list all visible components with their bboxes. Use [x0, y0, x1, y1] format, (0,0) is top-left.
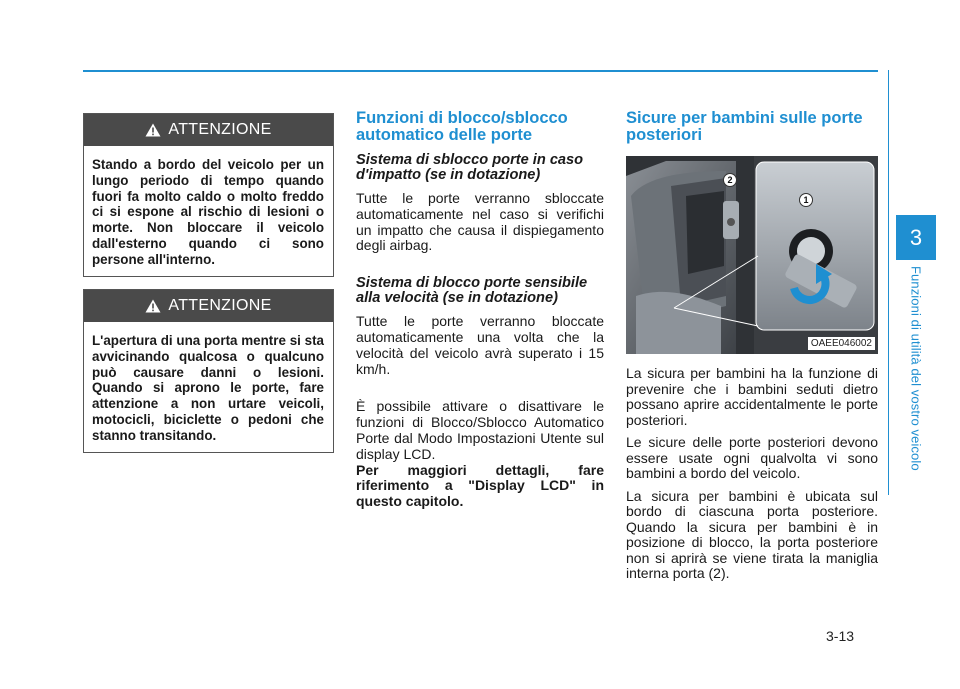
- child-lock-illustration: [626, 156, 878, 354]
- impact-text: Tutte le porte verranno sbloccate automaticamente nel caso si verifichi un impatto che causa il dispiegamento degli airbag.: [356, 190, 604, 254]
- speed-subtitle: Sistema di blocco porte sensibile alla velocità (se in dotazione): [356, 275, 588, 307]
- child-lock-paragraph: La sicura per bambini è ubicata sul bordo di ciascuna porta posteriore. Quando la sicura per bambini è in posizione di blocco, la porta posteriore non si aprirà se viene tirata la maniglia interna porta (2).: [626, 487, 878, 581]
- warning-box-1: [83, 113, 334, 277]
- warning-heading: ATTENZIONE: [168, 297, 272, 314]
- section-title: Sicure per bambini sulle porte posteriori: [626, 109, 863, 144]
- warning-text: Stando a bordo del veicolo per un lungo periodo di tempo quando fuori fa molto caldo o molto freddo ci si espone al rischio di lesioni o morte. Non bloccare il veicolo dall'esterno quando ci sono persone all'interno.: [92, 157, 324, 267]
- callout-1: 1: [799, 193, 813, 207]
- child-lock-paragraph: La sicura per bambini ha la funzione di prevenire che i bambini seduti dietro possano aprire accidentalmente le porte posteriori.: [626, 365, 878, 428]
- chapter-number-tab: 3: [896, 215, 936, 260]
- section-title: Funzioni di blocco/sblocco automatico delle porte: [356, 109, 568, 144]
- page-number: 3-13: [826, 628, 855, 644]
- warning-triangle-icon: [145, 123, 161, 137]
- top-rule: [83, 70, 878, 72]
- warning-header: [84, 114, 333, 146]
- reference-text: Per maggiori dettagli, fare riferimento a "Display LCD" in questo capitolo.: [356, 461, 604, 510]
- settings-text: È possibile attivare o disattivare le funzioni di Blocco/Sblocco Automatico Porte dal Modo Impostazioni Utente sul display LCD.: [356, 398, 604, 462]
- side-rule: [888, 70, 889, 495]
- warning-text: L'apertura di una porta mentre si sta avvicinando qualcosa o qualcuno può causare danni o lesioni. Quando si aprono le porte, fare attenzione a non urtare veicoli, motocicli, biciclette o pedoni che stanno transitando.: [92, 333, 324, 443]
- warning-heading: ATTENZIONE: [168, 121, 272, 138]
- child-lock-section: [626, 110, 878, 589]
- speed-text: Tutte le porte verranno bloccate automaticamente una volta che la velocità del veicolo avrà superato i 15 km/h.: [356, 313, 604, 377]
- warning-header: [84, 290, 333, 322]
- chapter-title: Funzioni di utilità del vostro veicolo: [908, 266, 924, 471]
- warning-triangle-icon: [145, 299, 161, 313]
- auto-lock-section: [356, 110, 604, 520]
- impact-subtitle: Sistema di sblocco porte in caso d'impatto (se in dotazione): [356, 152, 584, 183]
- figure-code: OAEE046002: [808, 337, 875, 350]
- warning-box-2: [83, 289, 334, 453]
- child-lock-paragraph: Le sicure delle porte posteriori devono essere usate ogni qualvolta vi sono bambini a bordo del veicolo.: [626, 434, 878, 481]
- callout-2: 2: [723, 173, 737, 187]
